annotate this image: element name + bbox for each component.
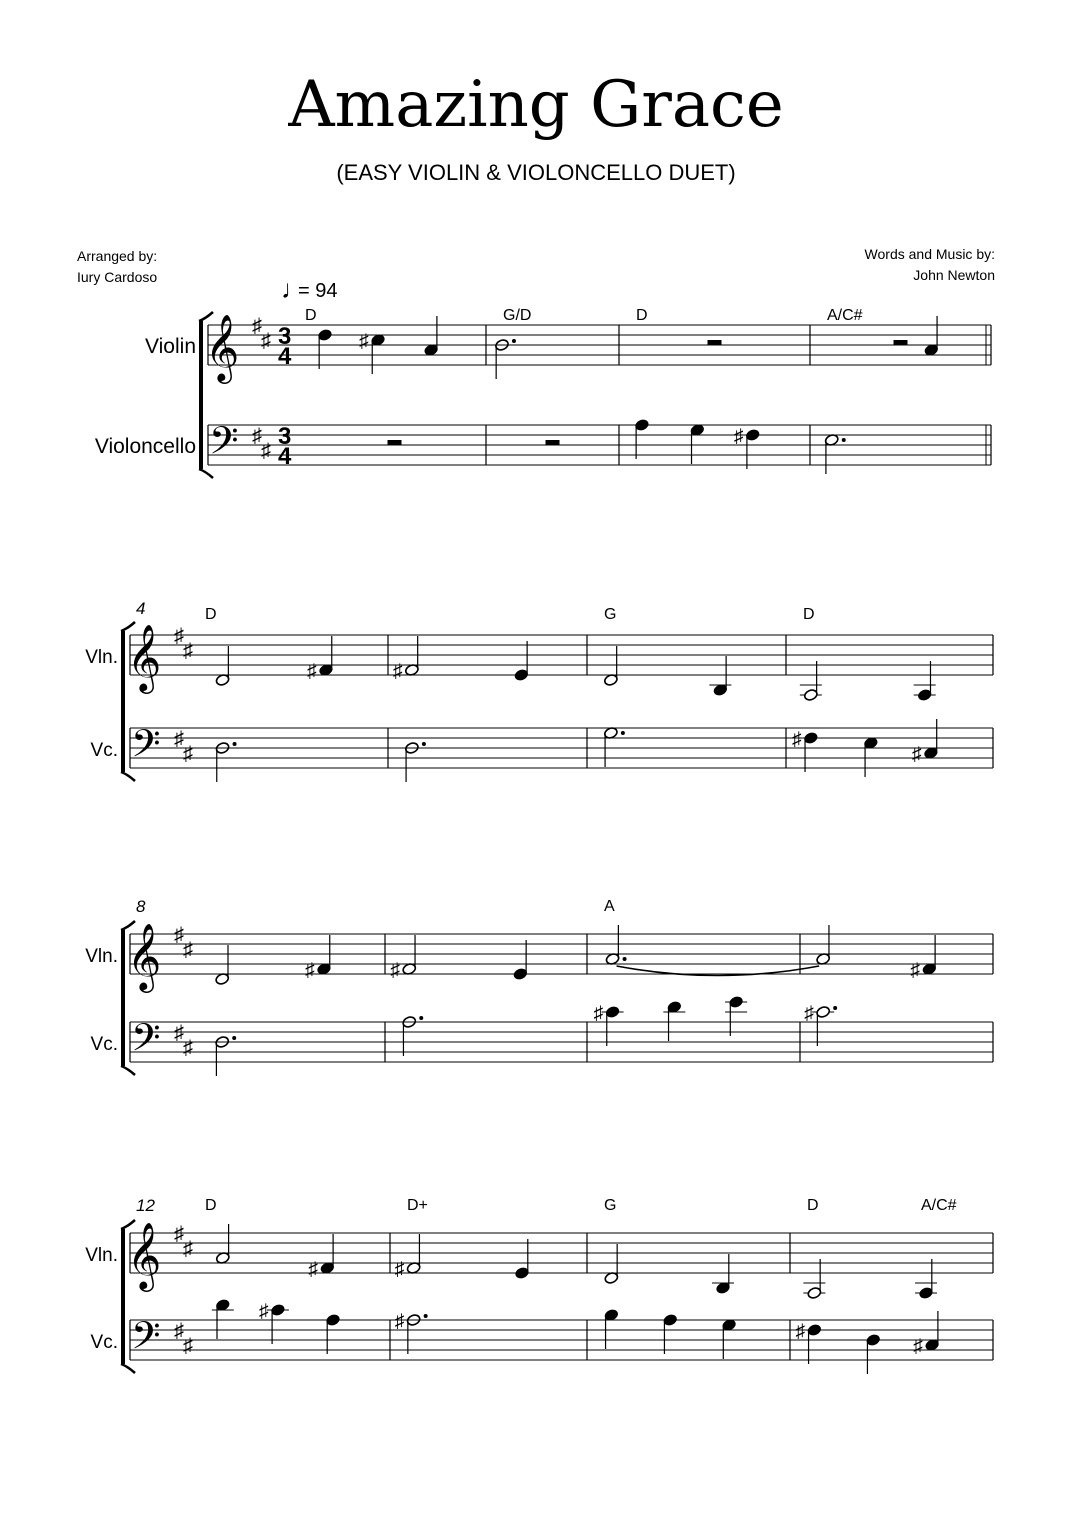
sharp-icon: ♯ [791, 729, 802, 750]
chord-symbol: G/D [503, 307, 532, 324]
time-signature-bottom: 4 [278, 443, 292, 470]
measure [604, 1197, 737, 1359]
key-sharp-icon: ♯ [183, 939, 193, 961]
system [85, 1196, 993, 1374]
sharp-icon: ♯ [359, 331, 369, 352]
sharp-icon: ♯ [795, 1321, 805, 1342]
measure-number: 8 [136, 897, 146, 916]
sharp-icon: ♯ [258, 1301, 269, 1322]
system-bracket [121, 930, 125, 1066]
arranger-label: Arranged by: [77, 248, 158, 264]
sharp-icon: ♯ [394, 1259, 405, 1280]
key-sharp-icon: ♯ [174, 728, 184, 750]
half-rest-icon [894, 340, 908, 345]
chord-symbol: G [604, 606, 617, 623]
measure [804, 925, 937, 1046]
measure-number: 12 [136, 1196, 155, 1215]
cello-staff [130, 728, 993, 768]
bass-clef-icon: 𝄢 [131, 1314, 161, 1366]
chord-symbol: D [636, 307, 648, 324]
violin-label: Vln. [85, 647, 118, 668]
time-signature-bottom: 4 [278, 343, 292, 370]
violin-label: Violin [145, 335, 196, 358]
key-sharp-icon: ♯ [261, 440, 271, 462]
half-rest-icon [546, 440, 560, 445]
chord-symbol: D [803, 606, 815, 623]
treble-clef-icon: 𝄞 [127, 924, 162, 989]
sharp-icon: ♯ [304, 960, 315, 981]
sharp-icon: ♯ [733, 426, 744, 447]
measure-number: 4 [136, 599, 146, 618]
key-sharp-icon: ♯ [261, 330, 271, 352]
sharp-icon: ♯ [804, 1003, 814, 1024]
key-sharp-icon: ♯ [183, 743, 193, 765]
key-sharp-icon: ♯ [174, 1223, 184, 1245]
cello-label: Vc. [90, 1034, 118, 1055]
measure [205, 606, 334, 782]
bass-clef-icon: 𝄢 [131, 1016, 161, 1068]
chord-symbol: A [604, 898, 615, 915]
quarter-note-icon: ♩ [281, 274, 307, 304]
key-sharp-icon: ♯ [183, 1037, 193, 1059]
key-sharp-icon: ♯ [174, 1320, 184, 1342]
violin-staff [130, 1233, 993, 1273]
dot [233, 742, 237, 746]
chord-symbol: D [205, 606, 217, 623]
song-title: Amazing Grace [288, 68, 784, 142]
key-sharp-icon: ♯ [174, 1022, 184, 1044]
dot [833, 1006, 837, 1010]
system-bracket [121, 631, 125, 772]
chord-symbol: G [604, 1197, 617, 1214]
measure [795, 1197, 956, 1374]
treble-clef-icon: 𝄞 [127, 1223, 162, 1288]
key-sharp-icon: ♯ [252, 425, 262, 447]
measure [494, 307, 559, 445]
measure [824, 307, 939, 474]
sharp-icon: ♯ [910, 960, 920, 981]
chord-symbol: A/C# [827, 307, 863, 324]
violin-staff [130, 934, 993, 974]
dot [424, 1314, 428, 1318]
cello-label: Vc. [90, 740, 118, 761]
time-signature-top: 3 [278, 423, 292, 450]
system-bracket [121, 1229, 125, 1364]
dot [512, 339, 516, 343]
tempo-value: = 94 [298, 280, 338, 302]
key-sharp-icon: ♯ [183, 1238, 193, 1260]
key-sharp-icon: ♯ [183, 640, 193, 662]
sharp-icon: ♯ [394, 1311, 405, 1332]
dot [232, 1036, 236, 1040]
system [95, 307, 991, 478]
dot [842, 438, 846, 442]
system-bracket [199, 321, 203, 469]
sharp-icon: ♯ [593, 1003, 604, 1024]
cello-staff [130, 1320, 993, 1360]
song-subtitle: (EASY VIOLIN & VIOLONCELLO DUET) [336, 160, 736, 185]
dot [419, 1016, 423, 1020]
measure [594, 898, 820, 1046]
bass-clef-icon: 𝄢 [209, 419, 239, 471]
cello-label: Vc. [90, 1332, 118, 1353]
system [85, 599, 993, 782]
key-sharp-icon: ♯ [252, 315, 262, 337]
violin-label: Vln. [85, 1245, 118, 1266]
treble-clef-icon: 𝄞 [127, 625, 162, 690]
key-sharp-icon: ♯ [183, 1335, 193, 1357]
cello-staff [208, 425, 991, 465]
dot [623, 957, 627, 961]
chord-symbol: D [205, 1197, 217, 1214]
time-signature-top: 3 [278, 323, 292, 350]
sharp-icon: ♯ [911, 744, 922, 765]
dot [621, 731, 625, 735]
measure [215, 935, 332, 1076]
sharp-icon: ♯ [306, 661, 317, 682]
tempo-marking [281, 274, 337, 304]
measure [792, 606, 939, 777]
composer-name: John Newton [913, 267, 995, 283]
cello-label: Violoncello [94, 435, 196, 458]
dot [422, 742, 426, 746]
measure [390, 935, 528, 1056]
measure [603, 606, 731, 767]
sharp-icon: ♯ [390, 960, 400, 981]
arranger-name: Iury Cardoso [77, 269, 158, 285]
treble-clef-icon: 𝄞 [205, 315, 240, 380]
half-rest-icon [708, 340, 722, 345]
key-sharp-icon: ♯ [174, 924, 184, 946]
measure [305, 307, 439, 445]
bass-clef-icon: 𝄢 [131, 722, 161, 774]
chord-symbol: D+ [407, 1197, 428, 1214]
half-rest-icon [388, 440, 402, 445]
measure [393, 636, 529, 782]
violin-label: Vln. [85, 946, 118, 967]
system [85, 897, 993, 1076]
sharp-icon: ♯ [392, 661, 403, 682]
key-sharp-icon: ♯ [174, 625, 184, 647]
chord-symbol: A/C# [921, 1197, 957, 1214]
sharp-icon: ♯ [308, 1259, 318, 1280]
composer-label: Words and Music by: [864, 246, 995, 262]
chord-symbol: D [807, 1197, 819, 1214]
violin-staff [130, 635, 993, 675]
chord-symbol: D [305, 307, 317, 324]
sharp-icon: ♯ [913, 1336, 923, 1357]
cello-staff [130, 1022, 993, 1062]
